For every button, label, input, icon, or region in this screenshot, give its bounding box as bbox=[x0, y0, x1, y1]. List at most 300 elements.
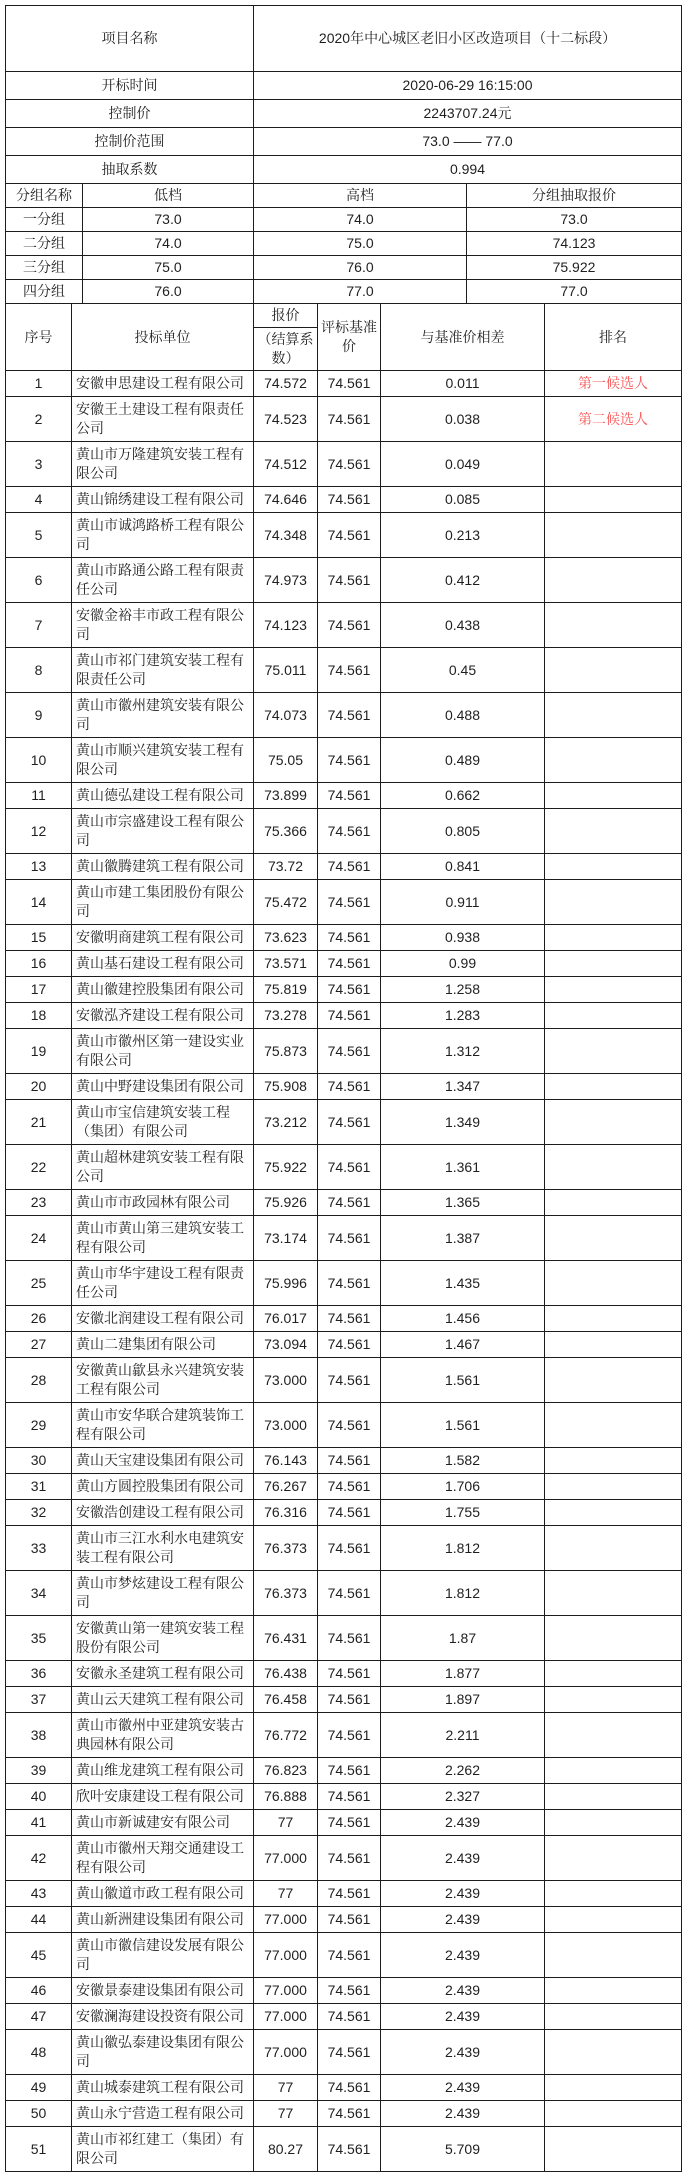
bid-rank: 第一候选人 bbox=[545, 371, 682, 397]
bid-rank bbox=[545, 854, 682, 880]
group-value: 73.0 bbox=[83, 208, 254, 232]
bid-company: 黄山徽弘泰建设集团有限公司 bbox=[72, 2030, 254, 2075]
bid-no: 14 bbox=[6, 880, 72, 925]
bid-rank bbox=[545, 1836, 682, 1881]
bid-no: 6 bbox=[6, 558, 72, 603]
bid-diff: 0.489 bbox=[381, 738, 545, 783]
bid-quote: 73.174 bbox=[254, 1216, 318, 1261]
group-column-header: 低档 bbox=[83, 184, 254, 208]
bid-rank bbox=[545, 1003, 682, 1029]
group-value: 76.0 bbox=[83, 280, 254, 304]
bid-no: 24 bbox=[6, 1216, 72, 1261]
bid-quote: 74.512 bbox=[254, 442, 318, 487]
bid-company: 黄山维龙建筑工程有限公司 bbox=[72, 1758, 254, 1784]
bid-no: 27 bbox=[6, 1332, 72, 1358]
bid-no: 25 bbox=[6, 1261, 72, 1306]
bid-row bbox=[6, 2075, 682, 2101]
bid-row bbox=[6, 1216, 682, 1261]
column-header-quote-line1: 报价 bbox=[254, 304, 317, 328]
bid-no: 16 bbox=[6, 951, 72, 977]
bid-company: 黄山市徽信建设发展有限公司 bbox=[72, 1933, 254, 1978]
bid-company: 黄山徽建控股集团有限公司 bbox=[72, 977, 254, 1003]
bid-row bbox=[6, 693, 682, 738]
bid-company: 黄山徽道市政工程有限公司 bbox=[72, 1881, 254, 1907]
column-header-diff: 与基准价相差 bbox=[381, 304, 545, 371]
bid-quote: 74.973 bbox=[254, 558, 318, 603]
bid-diff: 1.755 bbox=[381, 1500, 545, 1526]
bid-diff: 1.812 bbox=[381, 1571, 545, 1616]
bid-quote: 76.772 bbox=[254, 1713, 318, 1758]
bid-rank bbox=[545, 2101, 682, 2127]
info-label: 控制价 bbox=[6, 100, 254, 128]
bid-company: 黄山云天建筑工程有限公司 bbox=[72, 1687, 254, 1713]
bid-base-price: 74.561 bbox=[318, 1836, 381, 1881]
bid-company: 黄山基石建设工程有限公司 bbox=[72, 951, 254, 977]
bid-diff: 0.038 bbox=[381, 397, 545, 442]
bid-no: 29 bbox=[6, 1403, 72, 1448]
bid-rank bbox=[545, 1571, 682, 1616]
bid-company: 黄山中野建设集团有限公司 bbox=[72, 1074, 254, 1100]
bid-row bbox=[6, 1881, 682, 1907]
bid-quote: 75.908 bbox=[254, 1074, 318, 1100]
bid-quote: 73.899 bbox=[254, 783, 318, 809]
bid-rank bbox=[545, 738, 682, 783]
bid-row bbox=[6, 2127, 682, 2172]
bid-quote: 75.011 bbox=[254, 648, 318, 693]
bid-company: 安徽申思建设工程有限公司 bbox=[72, 371, 254, 397]
bid-base-price: 74.561 bbox=[318, 1306, 381, 1332]
bid-company: 黄山市徽州天翔交通建设工程有限公司 bbox=[72, 1836, 254, 1881]
bid-rank bbox=[545, 1661, 682, 1687]
bid-rank bbox=[545, 2075, 682, 2101]
bid-base-price: 74.561 bbox=[318, 1003, 381, 1029]
bid-company: 黄山天宝建设集团有限公司 bbox=[72, 1448, 254, 1474]
bid-company: 黄山城泰建筑工程有限公司 bbox=[72, 2075, 254, 2101]
group-column-header: 高档 bbox=[254, 184, 467, 208]
bid-quote: 74.123 bbox=[254, 603, 318, 648]
bid-no: 5 bbox=[6, 513, 72, 558]
group-row bbox=[6, 208, 682, 232]
bid-base-price: 74.561 bbox=[318, 1474, 381, 1500]
bid-no: 20 bbox=[6, 1074, 72, 1100]
bid-rank bbox=[545, 1784, 682, 1810]
bid-company: 黄山方圆控股集团有限公司 bbox=[72, 1474, 254, 1500]
project-info-table bbox=[5, 5, 682, 184]
bid-quote: 76.373 bbox=[254, 1571, 318, 1616]
bid-rank bbox=[545, 513, 682, 558]
bid-quote: 77.000 bbox=[254, 1933, 318, 1978]
bid-company: 黄山德弘建设工程有限公司 bbox=[72, 783, 254, 809]
bid-no: 30 bbox=[6, 1448, 72, 1474]
bid-row bbox=[6, 1261, 682, 1306]
bid-company: 黄山市徽州中亚建筑安装古典园林有限公司 bbox=[72, 1713, 254, 1758]
bid-company: 黄山市黄山第三建筑安装工程有限公司 bbox=[72, 1216, 254, 1261]
info-label: 项目名称 bbox=[6, 6, 254, 72]
bid-diff: 0.911 bbox=[381, 880, 545, 925]
bid-base-price: 74.561 bbox=[318, 951, 381, 977]
bid-company: 黄山超林建筑安装工程有限公司 bbox=[72, 1145, 254, 1190]
bid-row bbox=[6, 738, 682, 783]
bid-row bbox=[6, 1978, 682, 2004]
bid-base-price: 74.561 bbox=[318, 693, 381, 738]
bid-no: 44 bbox=[6, 1907, 72, 1933]
bid-company: 安徽黄山第一建筑安装工程股份有限公司 bbox=[72, 1616, 254, 1661]
group-value: 75.0 bbox=[254, 232, 467, 256]
bid-row bbox=[6, 487, 682, 513]
bid-quote: 74.646 bbox=[254, 487, 318, 513]
bid-row bbox=[6, 1029, 682, 1074]
bid-quote: 77.000 bbox=[254, 1978, 318, 2004]
bid-company: 黄山市祁门建筑安装工程有限责任公司 bbox=[72, 648, 254, 693]
bid-rank bbox=[545, 1978, 682, 2004]
bid-quote: 77 bbox=[254, 1881, 318, 1907]
bid-company: 黄山市祁红建工（集团）有限公司 bbox=[72, 2127, 254, 2172]
bid-rank bbox=[545, 1261, 682, 1306]
bid-row bbox=[6, 925, 682, 951]
bid-quote: 74.572 bbox=[254, 371, 318, 397]
bid-no: 47 bbox=[6, 2004, 72, 2030]
bid-company: 黄山徽腾建筑工程有限公司 bbox=[72, 854, 254, 880]
group-name: 二分组 bbox=[6, 232, 83, 256]
bid-diff: 1.283 bbox=[381, 1003, 545, 1029]
bid-base-price: 74.561 bbox=[318, 1190, 381, 1216]
bid-rank bbox=[545, 2127, 682, 2172]
bid-base-price: 74.561 bbox=[318, 1216, 381, 1261]
bid-diff: 0.662 bbox=[381, 783, 545, 809]
bid-base-price: 74.561 bbox=[318, 1074, 381, 1100]
bid-diff: 0.45 bbox=[381, 648, 545, 693]
bids-table bbox=[5, 303, 682, 2172]
bid-no: 13 bbox=[6, 854, 72, 880]
bid-row bbox=[6, 1784, 682, 1810]
group-column-header: 分组抽取报价 bbox=[467, 184, 682, 208]
bid-quote: 76.438 bbox=[254, 1661, 318, 1687]
group-value: 77.0 bbox=[254, 280, 467, 304]
bid-no: 1 bbox=[6, 371, 72, 397]
bid-no: 33 bbox=[6, 1526, 72, 1571]
bid-diff: 0.488 bbox=[381, 693, 545, 738]
bid-rank bbox=[545, 1616, 682, 1661]
bid-row bbox=[6, 1074, 682, 1100]
bid-base-price: 74.561 bbox=[318, 2075, 381, 2101]
bid-diff: 0.049 bbox=[381, 442, 545, 487]
bid-diff: 2.262 bbox=[381, 1758, 545, 1784]
bid-no: 17 bbox=[6, 977, 72, 1003]
bid-row bbox=[6, 1687, 682, 1713]
bid-no: 18 bbox=[6, 1003, 72, 1029]
bid-no: 4 bbox=[6, 487, 72, 513]
bid-diff: 2.439 bbox=[381, 2030, 545, 2075]
bid-rank bbox=[545, 1029, 682, 1074]
group-header-row bbox=[6, 184, 682, 208]
bid-rank bbox=[545, 1500, 682, 1526]
bid-base-price: 74.561 bbox=[318, 1145, 381, 1190]
bid-row bbox=[6, 1810, 682, 1836]
bid-row bbox=[6, 1758, 682, 1784]
bid-no: 3 bbox=[6, 442, 72, 487]
bid-rank bbox=[545, 1190, 682, 1216]
bid-company: 安徽浩创建设工程有限公司 bbox=[72, 1500, 254, 1526]
bid-rank bbox=[545, 1474, 682, 1500]
bid-base-price: 74.561 bbox=[318, 2004, 381, 2030]
bid-rank bbox=[545, 1448, 682, 1474]
bid-diff: 1.435 bbox=[381, 1261, 545, 1306]
group-value: 74.0 bbox=[83, 232, 254, 256]
info-row bbox=[6, 156, 682, 184]
bid-row bbox=[6, 397, 682, 442]
column-header-base-price: 评标基准价 bbox=[318, 304, 381, 371]
bid-company: 安徽北润建设工程有限公司 bbox=[72, 1306, 254, 1332]
bid-row bbox=[6, 1358, 682, 1403]
bid-company: 黄山市新诚建安有限公司 bbox=[72, 1810, 254, 1836]
bid-quote: 76.823 bbox=[254, 1758, 318, 1784]
bid-no: 7 bbox=[6, 603, 72, 648]
bid-diff: 0.805 bbox=[381, 809, 545, 854]
bid-no: 31 bbox=[6, 1474, 72, 1500]
bid-rank bbox=[545, 1306, 682, 1332]
bid-no: 22 bbox=[6, 1145, 72, 1190]
bid-company: 黄山市华宇建设工程有限责任公司 bbox=[72, 1261, 254, 1306]
bid-diff: 2.439 bbox=[381, 2101, 545, 2127]
bid-company: 安徽永圣建筑工程有限公司 bbox=[72, 1661, 254, 1687]
bid-row bbox=[6, 513, 682, 558]
bid-diff: 5.709 bbox=[381, 2127, 545, 2172]
bid-rank bbox=[545, 2004, 682, 2030]
bid-company: 黄山二建集团有限公司 bbox=[72, 1332, 254, 1358]
bid-quote: 73.571 bbox=[254, 951, 318, 977]
bid-base-price: 74.561 bbox=[318, 809, 381, 854]
bid-company: 黄山市宗盛建设工程有限公司 bbox=[72, 809, 254, 854]
bid-company: 黄山锦绣建设工程有限公司 bbox=[72, 487, 254, 513]
group-value: 73.0 bbox=[467, 208, 682, 232]
bid-company: 黄山市万隆建筑安装工程有限公司 bbox=[72, 442, 254, 487]
group-name: 一分组 bbox=[6, 208, 83, 232]
bid-base-price: 74.561 bbox=[318, 1332, 381, 1358]
bid-quote: 74.523 bbox=[254, 397, 318, 442]
bid-base-price: 74.561 bbox=[318, 1758, 381, 1784]
bid-diff: 2.211 bbox=[381, 1713, 545, 1758]
bid-base-price: 74.561 bbox=[318, 2127, 381, 2172]
bid-diff: 1.456 bbox=[381, 1306, 545, 1332]
info-row bbox=[6, 72, 682, 100]
bid-no: 35 bbox=[6, 1616, 72, 1661]
bid-no: 43 bbox=[6, 1881, 72, 1907]
bid-no: 34 bbox=[6, 1571, 72, 1616]
bid-diff: 0.99 bbox=[381, 951, 545, 977]
bid-base-price: 74.561 bbox=[318, 487, 381, 513]
bid-diff: 0.213 bbox=[381, 513, 545, 558]
bids-header-row bbox=[6, 304, 682, 371]
bid-diff: 2.439 bbox=[381, 2075, 545, 2101]
info-value: 2020-06-29 16:15:00 bbox=[254, 72, 682, 100]
bid-row bbox=[6, 1474, 682, 1500]
bid-quote: 75.926 bbox=[254, 1190, 318, 1216]
group-row bbox=[6, 280, 682, 304]
bid-quote: 73.72 bbox=[254, 854, 318, 880]
bid-rank: 第二候选人 bbox=[545, 397, 682, 442]
bid-no: 45 bbox=[6, 1933, 72, 1978]
bid-row bbox=[6, 1003, 682, 1029]
group-name: 三分组 bbox=[6, 256, 83, 280]
group-quote-table bbox=[5, 183, 682, 304]
bid-company: 欣叶安康建设工程有限公司 bbox=[72, 1784, 254, 1810]
bid-quote: 74.348 bbox=[254, 513, 318, 558]
bid-no: 42 bbox=[6, 1836, 72, 1881]
bid-no: 21 bbox=[6, 1100, 72, 1145]
bid-rank bbox=[545, 2030, 682, 2075]
bid-row bbox=[6, 951, 682, 977]
bid-no: 39 bbox=[6, 1758, 72, 1784]
bid-diff: 2.439 bbox=[381, 2004, 545, 2030]
bid-rank bbox=[545, 1933, 682, 1978]
bid-company: 安徽王土建设工程有限责任公司 bbox=[72, 397, 254, 442]
bid-base-price: 74.561 bbox=[318, 442, 381, 487]
bid-no: 12 bbox=[6, 809, 72, 854]
bid-diff: 2.439 bbox=[381, 1810, 545, 1836]
bid-row bbox=[6, 1713, 682, 1758]
bid-quote: 73.278 bbox=[254, 1003, 318, 1029]
bid-quote: 73.623 bbox=[254, 925, 318, 951]
bid-row bbox=[6, 1306, 682, 1332]
bid-quote: 75.366 bbox=[254, 809, 318, 854]
bid-diff: 1.87 bbox=[381, 1616, 545, 1661]
bid-quote: 77 bbox=[254, 2075, 318, 2101]
bid-base-price: 74.561 bbox=[318, 1526, 381, 1571]
bid-company: 黄山市宝信建筑安装工程（集团）有限公司 bbox=[72, 1100, 254, 1145]
column-header-company: 投标单位 bbox=[72, 304, 254, 371]
bid-diff: 2.439 bbox=[381, 1881, 545, 1907]
bid-diff: 1.877 bbox=[381, 1661, 545, 1687]
bid-no: 49 bbox=[6, 2075, 72, 2101]
bid-base-price: 74.561 bbox=[318, 1500, 381, 1526]
bid-quote: 76.431 bbox=[254, 1616, 318, 1661]
bid-base-price: 74.561 bbox=[318, 1571, 381, 1616]
bid-diff: 1.467 bbox=[381, 1332, 545, 1358]
bid-no: 9 bbox=[6, 693, 72, 738]
bid-quote: 75.996 bbox=[254, 1261, 318, 1306]
bid-no: 48 bbox=[6, 2030, 72, 2075]
info-label: 抽取系数 bbox=[6, 156, 254, 184]
bid-no: 37 bbox=[6, 1687, 72, 1713]
bid-company: 黄山市路通公路工程有限责任公司 bbox=[72, 558, 254, 603]
bid-row bbox=[6, 1145, 682, 1190]
bid-rank bbox=[545, 487, 682, 513]
bid-row bbox=[6, 1907, 682, 1933]
bid-diff: 1.561 bbox=[381, 1403, 545, 1448]
bid-no: 36 bbox=[6, 1661, 72, 1687]
group-value: 77.0 bbox=[467, 280, 682, 304]
bid-rank bbox=[545, 1403, 682, 1448]
bid-no: 8 bbox=[6, 648, 72, 693]
bid-no: 32 bbox=[6, 1500, 72, 1526]
group-row bbox=[6, 232, 682, 256]
bid-quote: 76.458 bbox=[254, 1687, 318, 1713]
bid-base-price: 74.561 bbox=[318, 513, 381, 558]
bid-no: 10 bbox=[6, 738, 72, 783]
group-value: 75.922 bbox=[467, 256, 682, 280]
bid-no: 28 bbox=[6, 1358, 72, 1403]
bid-row bbox=[6, 1571, 682, 1616]
bid-diff: 0.841 bbox=[381, 854, 545, 880]
group-name: 四分组 bbox=[6, 280, 83, 304]
bid-diff: 2.439 bbox=[381, 1907, 545, 1933]
bid-company: 黄山新洲建设集团有限公司 bbox=[72, 1907, 254, 1933]
bid-base-price: 74.561 bbox=[318, 371, 381, 397]
bid-no: 26 bbox=[6, 1306, 72, 1332]
bid-rank bbox=[545, 1758, 682, 1784]
bid-company: 黄山市安华联合建筑装饰工程有限公司 bbox=[72, 1403, 254, 1448]
bid-diff: 0.085 bbox=[381, 487, 545, 513]
bid-base-price: 74.561 bbox=[318, 783, 381, 809]
bid-base-price: 74.561 bbox=[318, 648, 381, 693]
bid-company: 黄山市建工集团股份有限公司 bbox=[72, 880, 254, 925]
bid-rank bbox=[545, 809, 682, 854]
bid-no: 40 bbox=[6, 1784, 72, 1810]
bid-diff: 0.438 bbox=[381, 603, 545, 648]
bid-rank bbox=[545, 648, 682, 693]
bid-quote: 73.000 bbox=[254, 1358, 318, 1403]
bid-base-price: 74.561 bbox=[318, 1261, 381, 1306]
bid-no: 11 bbox=[6, 783, 72, 809]
bid-row bbox=[6, 1933, 682, 1978]
bid-diff: 1.897 bbox=[381, 1687, 545, 1713]
bid-quote: 75.05 bbox=[254, 738, 318, 783]
bid-rank bbox=[545, 1100, 682, 1145]
bid-base-price: 74.561 bbox=[318, 1933, 381, 1978]
bid-diff: 1.812 bbox=[381, 1526, 545, 1571]
bid-company: 安徽澜海建设投资有限公司 bbox=[72, 2004, 254, 2030]
bid-diff: 1.582 bbox=[381, 1448, 545, 1474]
bid-rank bbox=[545, 693, 682, 738]
bid-row bbox=[6, 783, 682, 809]
bid-diff: 1.349 bbox=[381, 1100, 545, 1145]
bid-rank bbox=[545, 1687, 682, 1713]
bid-company: 黄山市徽州建筑安装有限公司 bbox=[72, 693, 254, 738]
bid-row bbox=[6, 1448, 682, 1474]
bid-no: 23 bbox=[6, 1190, 72, 1216]
bid-base-price: 74.561 bbox=[318, 925, 381, 951]
bid-base-price: 74.561 bbox=[318, 1810, 381, 1836]
bid-company: 黄山市徽州区第一建设实业有限公司 bbox=[72, 1029, 254, 1074]
bid-rank bbox=[545, 442, 682, 487]
bid-company: 安徽金裕丰市政工程有限公司 bbox=[72, 603, 254, 648]
bid-diff: 0.011 bbox=[381, 371, 545, 397]
bid-base-price: 74.561 bbox=[318, 2101, 381, 2127]
bid-no: 38 bbox=[6, 1713, 72, 1758]
bid-base-price: 74.561 bbox=[318, 1661, 381, 1687]
bid-base-price: 74.561 bbox=[318, 1448, 381, 1474]
bid-diff: 1.387 bbox=[381, 1216, 545, 1261]
bid-row bbox=[6, 1836, 682, 1881]
bid-quote: 74.073 bbox=[254, 693, 318, 738]
bid-diff: 0.938 bbox=[381, 925, 545, 951]
bid-quote: 73.094 bbox=[254, 1332, 318, 1358]
bid-quote: 77 bbox=[254, 1810, 318, 1836]
bid-diff: 2.439 bbox=[381, 1836, 545, 1881]
column-header-quote bbox=[254, 304, 318, 371]
bid-quote: 76.316 bbox=[254, 1500, 318, 1526]
bid-row bbox=[6, 558, 682, 603]
bid-row bbox=[6, 1100, 682, 1145]
bid-row bbox=[6, 809, 682, 854]
group-value: 75.0 bbox=[83, 256, 254, 280]
group-row bbox=[6, 256, 682, 280]
bid-row bbox=[6, 2030, 682, 2075]
bid-diff: 1.347 bbox=[381, 1074, 545, 1100]
bid-company: 安徽泓齐建设工程有限公司 bbox=[72, 1003, 254, 1029]
bid-quote: 77.000 bbox=[254, 1907, 318, 1933]
bid-base-price: 74.561 bbox=[318, 1713, 381, 1758]
